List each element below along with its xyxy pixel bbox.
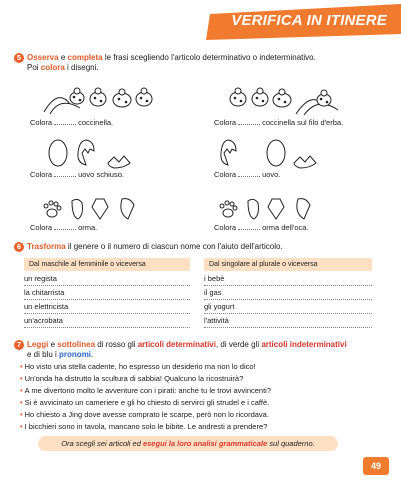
exercise-7-instructions: 7 Leggi e sottolinea di rosso gli articoli determinativi, di verde gli articoli indeterminativi e di blu i pronomi. bbox=[14, 340, 386, 360]
exercise-5-number: 5 bbox=[14, 53, 24, 63]
sentence-1[interactable]: • Ho visto una stella cadente, ho espresso un desiderio ma non lo dico! bbox=[20, 362, 256, 371]
fill-item-3: Colora uovo schiuso. bbox=[30, 170, 124, 179]
table-row[interactable]: un'acrobata bbox=[24, 316, 190, 328]
page-heading: VERIFICA IN ITINERE bbox=[231, 12, 387, 29]
exercise-6-instructions: 6 Trasforma il genere o il numero di ciascun nome con l'aiuto dell'articolo. bbox=[14, 242, 386, 252]
ladybugs-drawing-right bbox=[226, 82, 346, 116]
eggs-drawing-right bbox=[216, 135, 336, 169]
table-row[interactable]: un regista bbox=[24, 274, 190, 286]
page-number: 49 bbox=[363, 457, 389, 475]
footprints-drawing-left bbox=[40, 193, 160, 223]
exercise-6-number: 6 bbox=[14, 242, 24, 252]
final-task-box: Ora scegli sei articoli ed esegui la loro analisi grammaticale sul quaderno. bbox=[38, 436, 338, 451]
ladybugs-drawing-left bbox=[40, 82, 160, 116]
exercise-7-number: 7 bbox=[14, 340, 24, 350]
sentence-6[interactable]: • I bicchieri sono in tavola, mancano solo le bibite. Le andresti a prendere? bbox=[20, 422, 268, 431]
eggs-drawing-left bbox=[44, 135, 164, 169]
exercise-5-instructions: 5 Osserva e completa le frasi scegliendo l'articolo determinativo o indeterminativo. Poi colora i disegni. bbox=[14, 53, 386, 73]
fill-item-4: Colora uovo. bbox=[214, 170, 281, 179]
sentence-3[interactable]: • A me divertono molto le avventure con i pirati: anche tu le trovi avvincenti? bbox=[20, 386, 272, 395]
table-row[interactable]: gli yogurt bbox=[204, 302, 372, 314]
left-table-header: Dal maschile al femminile o viceversa bbox=[24, 258, 190, 271]
blank-line[interactable] bbox=[238, 170, 260, 177]
sentence-2[interactable]: • Un'onda ha distrutto la scultura di sabbia! Qualcuno la ricostruirà? bbox=[20, 374, 244, 383]
table-row[interactable]: la chitarrista bbox=[24, 288, 190, 300]
fill-item-1: Colora coccinella. bbox=[30, 118, 114, 127]
right-table-header: Dal singolare al plurale o viceversa bbox=[204, 258, 372, 271]
sentence-5[interactable]: • Ho chiesto a Jing dove avesse comprato le scarpe, però non lo ricordava. bbox=[20, 410, 269, 419]
blank-line[interactable] bbox=[238, 118, 260, 125]
blank-line[interactable] bbox=[54, 223, 76, 230]
footprints-drawing-right bbox=[216, 193, 336, 223]
blank-line[interactable] bbox=[54, 118, 76, 125]
blank-line[interactable] bbox=[54, 170, 76, 177]
table-row[interactable]: un elettricista bbox=[24, 302, 190, 314]
table-row[interactable]: i bebè bbox=[204, 274, 372, 286]
fill-item-6: Colora orma dell'oca. bbox=[214, 223, 309, 232]
table-row[interactable]: l'attività bbox=[204, 316, 372, 328]
table-row[interactable]: il gas bbox=[204, 288, 372, 300]
fill-item-5: Colora orma. bbox=[30, 223, 98, 232]
fill-item-2: Colora coccinella sul filo d'erba. bbox=[214, 118, 344, 127]
blank-line[interactable] bbox=[238, 223, 260, 230]
sentence-4[interactable]: • Si è avvicinato un cameriere e gli ho chiesto di servirci gli strudel e i caffè. bbox=[20, 398, 270, 407]
